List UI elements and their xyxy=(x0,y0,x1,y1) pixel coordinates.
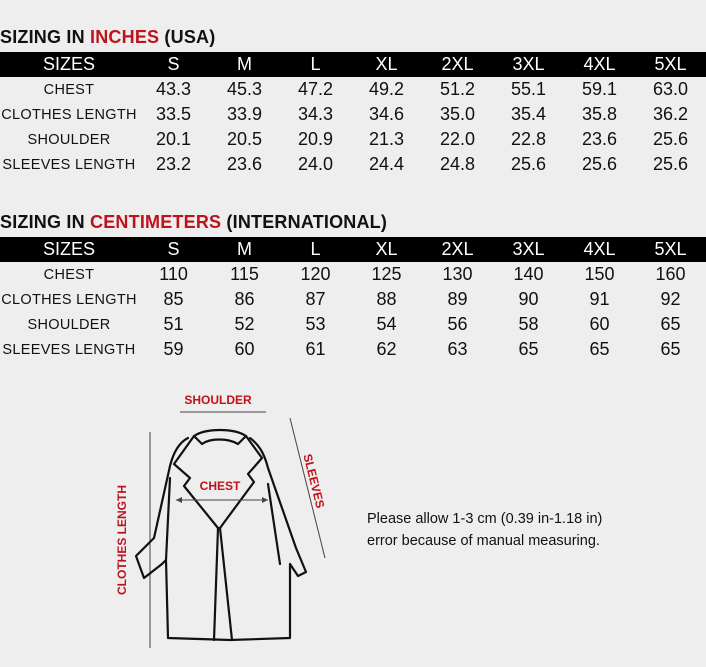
table-cell: 25.6 xyxy=(652,129,689,149)
row-label: SLEEVES LENGTH xyxy=(2,156,136,173)
table-cell: 110 xyxy=(159,264,188,284)
row-label: CHEST xyxy=(43,81,95,98)
coat-outline-icon xyxy=(136,430,306,640)
size-header-2xl: 2XL xyxy=(422,237,493,262)
size-header-3xl: 3XL xyxy=(493,237,564,262)
row-label: SLEEVES LENGTH xyxy=(2,341,136,358)
size-header-l: L xyxy=(280,237,351,262)
table-cell: 43.3 xyxy=(155,79,192,99)
table-cell: 60 xyxy=(589,314,610,334)
table-cell: 89 xyxy=(447,289,468,309)
table-cell: 91 xyxy=(589,289,610,309)
table-cell: 65 xyxy=(589,339,610,359)
chest-arrow-right-icon xyxy=(262,497,268,503)
table-cell: 92 xyxy=(660,289,681,309)
table-cell: 20.5 xyxy=(226,129,263,149)
sleeves-label: SLEEVES xyxy=(300,452,328,510)
table-cell: 85 xyxy=(163,289,184,309)
table-header-row xyxy=(0,237,706,262)
shoulder-label: SHOULDER xyxy=(184,393,252,407)
table-header-row xyxy=(0,52,706,77)
table-cell: 63 xyxy=(447,339,468,359)
table-cell: 140 xyxy=(513,264,544,284)
table-cell: 23.6 xyxy=(581,129,618,149)
table-cell: 87 xyxy=(305,289,326,309)
table-cell: 25.6 xyxy=(510,154,547,174)
table-cell: 130 xyxy=(442,264,473,284)
row-label: SHOULDER xyxy=(27,131,111,148)
table-cell: 54 xyxy=(376,314,397,334)
size-header-s: S xyxy=(138,52,209,77)
table-cell: 35.8 xyxy=(581,104,618,124)
table-cell: 60 xyxy=(234,339,255,359)
table-cell: 86 xyxy=(234,289,255,309)
measurement-note xyxy=(367,508,602,552)
table-cell: 34.6 xyxy=(368,104,405,124)
table-cell: 150 xyxy=(584,264,615,284)
coat-measurement-diagram xyxy=(110,388,350,658)
table-cell: 63.0 xyxy=(652,79,689,99)
centimeters-section-title: SIZING IN CENTIMETERS (INTERNATIONAL) xyxy=(0,212,388,232)
size-header-m: M xyxy=(209,237,280,262)
table-cell: 36.2 xyxy=(652,104,689,124)
table-cell: 65 xyxy=(660,339,681,359)
size-header-xl: XL xyxy=(351,52,422,77)
table-cell: 88 xyxy=(376,289,397,309)
table-cell: 90 xyxy=(518,289,539,309)
table-cell: 34.3 xyxy=(297,104,334,124)
table-cell: 62 xyxy=(376,339,397,359)
table-row xyxy=(0,127,706,152)
sizes-header-label: SIZES xyxy=(0,237,138,262)
table-cell: 52 xyxy=(234,314,255,334)
table-cell: 25.6 xyxy=(652,154,689,174)
table-cell: 24.8 xyxy=(439,154,476,174)
size-header-4xl: 4XL xyxy=(564,237,635,262)
table-cell: 20.9 xyxy=(297,129,334,149)
inches-section-title: SIZING IN INCHES (USA) xyxy=(0,27,216,47)
row-label: SHOULDER xyxy=(27,316,111,333)
table-cell: 25.6 xyxy=(581,154,618,174)
table-cell: 21.3 xyxy=(368,129,405,149)
table-cell: 65 xyxy=(660,314,681,334)
table-row xyxy=(0,337,706,362)
table-cell: 22.0 xyxy=(439,129,476,149)
table-cell: 23.6 xyxy=(226,154,263,174)
table-row xyxy=(0,262,706,287)
size-header-l: L xyxy=(280,52,351,77)
chest-arrow-left-icon xyxy=(176,497,182,503)
table-cell: 55.1 xyxy=(510,79,547,99)
size-header-m: M xyxy=(209,52,280,77)
table-cell: 59 xyxy=(163,339,184,359)
table-cell: 35.0 xyxy=(439,104,476,124)
table-cell: 47.2 xyxy=(297,79,334,99)
table-row xyxy=(0,152,706,177)
table-cell: 51 xyxy=(163,314,184,334)
size-header-3xl: 3XL xyxy=(493,52,564,77)
table-cell: 120 xyxy=(300,264,331,284)
table-row xyxy=(0,77,706,102)
table-cell: 24.0 xyxy=(297,154,334,174)
size-header-4xl: 4XL xyxy=(564,52,635,77)
table-cell: 20.1 xyxy=(155,129,192,149)
table-cell: 33.9 xyxy=(226,104,263,124)
note-line-1: Please allow 1-3 cm (0.39 in-1.18 in) xyxy=(367,511,603,527)
table-cell: 22.8 xyxy=(510,129,547,149)
table-row xyxy=(0,287,706,312)
table-cell: 58 xyxy=(518,314,539,334)
table-cell: 35.4 xyxy=(510,104,547,124)
size-header-s: S xyxy=(138,237,209,262)
table-cell: 65 xyxy=(518,339,539,359)
table-row xyxy=(0,312,706,337)
table-cell: 115 xyxy=(230,264,259,284)
centimeters-size-table xyxy=(0,237,706,362)
row-label: CHEST xyxy=(43,266,95,283)
row-label: CLOTHES LENGTH xyxy=(1,291,137,308)
size-header-5xl: 5XL xyxy=(635,237,706,262)
inches-size-table xyxy=(0,52,706,177)
size-header-xl: XL xyxy=(351,237,422,262)
note-line-2: error because of manual measuring. xyxy=(367,533,600,549)
table-cell: 51.2 xyxy=(439,79,476,99)
size-header-5xl: 5XL xyxy=(635,52,706,77)
table-row xyxy=(0,102,706,127)
table-cell: 59.1 xyxy=(581,79,618,99)
clothes-length-label: CLOTHES LENGTH xyxy=(115,485,129,595)
row-label: CLOTHES LENGTH xyxy=(1,106,137,123)
chest-label: CHEST xyxy=(199,479,241,493)
table-cell: 125 xyxy=(371,264,402,284)
table-cell: 24.4 xyxy=(368,154,405,174)
table-cell: 53 xyxy=(305,314,326,334)
table-cell: 160 xyxy=(655,264,686,284)
table-cell: 45.3 xyxy=(226,79,263,99)
table-cell: 33.5 xyxy=(155,104,192,124)
table-cell: 61 xyxy=(305,339,326,359)
table-cell: 49.2 xyxy=(368,79,405,99)
table-cell: 23.2 xyxy=(155,154,192,174)
sizes-header-label: SIZES xyxy=(0,52,138,77)
table-cell: 56 xyxy=(447,314,468,334)
size-header-2xl: 2XL xyxy=(422,52,493,77)
